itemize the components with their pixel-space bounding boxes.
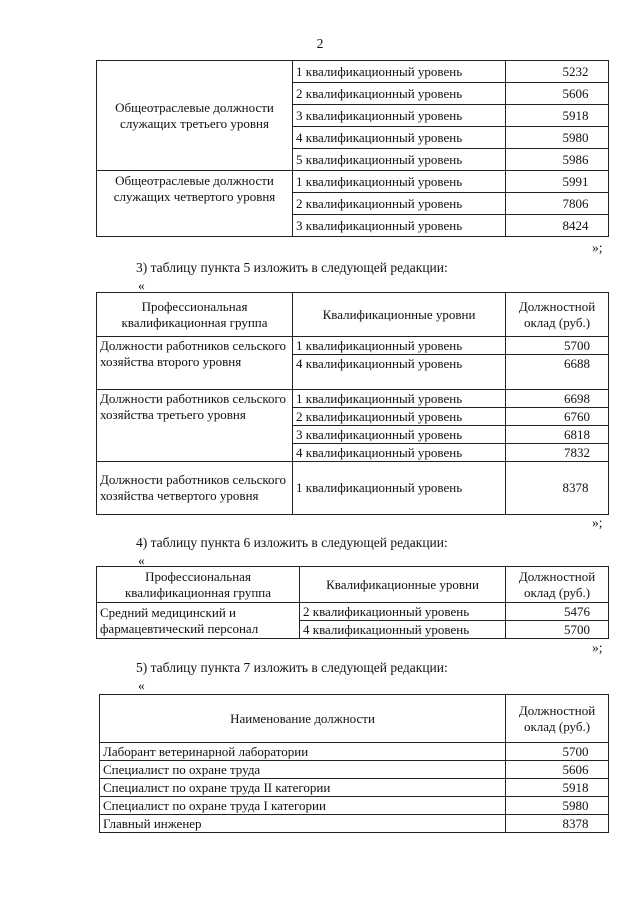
salary-cell: 5980: [506, 127, 609, 149]
open-quote: «: [138, 278, 145, 293]
table-row: [97, 603, 609, 639]
salary-cell: 5606: [506, 761, 609, 779]
salary-cell: 7832: [564, 445, 590, 460]
salary-cell: 5991: [506, 171, 609, 193]
header-cell: Профессиональная квалификационная группа: [97, 567, 300, 603]
table-header-row: [97, 567, 609, 603]
salary-cell: 6698: [506, 390, 608, 408]
header-cell: Наименование должности: [100, 695, 506, 743]
level-cell: 4 квалификационный уровень: [296, 445, 463, 460]
salary-cell: 6818: [506, 426, 608, 444]
level-cell: 1 квалификационный уровень: [293, 337, 505, 355]
level-cell: 4 квалификационный уровень: [293, 127, 506, 149]
table-row: [100, 743, 609, 761]
header-cell: Профессиональная квалификационная группа: [97, 293, 293, 337]
open-quote: «: [138, 553, 145, 568]
level-cell: 1 квалификационный уровень: [293, 462, 506, 515]
group-name: Общеотраслевые должности служащих четвертого уровня: [97, 171, 293, 237]
table-row: [100, 779, 609, 797]
level-cell: 1 квалификационный уровень: [293, 61, 506, 83]
salary-cell: 6688: [564, 356, 590, 371]
salary-cell: 8378: [506, 462, 609, 515]
level-cell: 2 квалификационный уровень: [300, 603, 505, 621]
position-name: Лаборант ветеринарной лаборатории: [100, 743, 506, 761]
table-general-positions: [96, 60, 609, 237]
table-row: [97, 337, 609, 390]
level-cell: 3 квалификационный уровень: [293, 215, 506, 237]
group-name: Должности работников сельского хозяйства четвертого уровня: [97, 462, 293, 515]
salary-cell: 5606: [506, 83, 609, 105]
level-cell: 4 квалификационный уровень: [296, 356, 463, 371]
salary-cell: 5700: [506, 337, 608, 355]
salary-cell: 5918: [506, 105, 609, 127]
salary-cell: 5918: [506, 779, 609, 797]
salary-cell: 7806: [506, 193, 609, 215]
close-quote: »;: [592, 240, 603, 255]
section-5-text: 5) таблицу пункта 7 изложить в следующей редакции:: [136, 660, 448, 675]
group-name: Должности работников сельского хозяйства второго уровня: [97, 337, 293, 390]
table-row: [100, 761, 609, 779]
level-cell: 1 квалификационный уровень: [293, 390, 505, 408]
level-cell: 2 квалификационный уровень: [293, 408, 505, 426]
close-quote: »;: [592, 640, 603, 655]
salary-cell: 8378: [506, 815, 609, 833]
salary-cell: 5986: [506, 149, 609, 171]
table-row: [97, 171, 609, 193]
salary-cell: 5476: [506, 603, 608, 621]
header-cell: Квалификационные уровни: [293, 293, 506, 337]
header-cell: Должностной оклад (руб.): [506, 293, 609, 337]
salary-cell: 5232: [506, 61, 609, 83]
header-cell: Должностной оклад (руб.): [506, 567, 609, 603]
open-quote: «: [138, 678, 145, 693]
level-cell: 3 квалификационный уровень: [293, 426, 505, 444]
salary-cell: 8424: [506, 215, 609, 237]
group-name: Должности работников сельского хозяйства третьего уровня: [97, 390, 293, 462]
table-agriculture: [96, 292, 609, 515]
table-medical: [96, 566, 609, 639]
table-header-row: [97, 293, 609, 337]
header-cell: Должностной оклад (руб.): [506, 695, 609, 743]
table-row: [100, 797, 609, 815]
level-cell: 1 квалификационный уровень: [293, 171, 506, 193]
position-name: Специалист по охране труда I категории: [100, 797, 506, 815]
level-cell: 2 квалификационный уровень: [293, 83, 506, 105]
table-header-row: [100, 695, 609, 743]
salary-cell: 5980: [506, 797, 609, 815]
salary-cell: 5700: [506, 743, 609, 761]
level-cell: 2 квалификационный уровень: [293, 193, 506, 215]
table-row: [100, 815, 609, 833]
table-row: [97, 462, 609, 515]
position-name: Главный инженер: [100, 815, 506, 833]
table-positions: [99, 694, 609, 833]
section-3-text: 3) таблицу пункта 5 изложить в следующей редакции:: [136, 260, 448, 275]
position-name: Специалист по охране труда: [100, 761, 506, 779]
salary-cell: 6760: [506, 408, 608, 426]
level-cell: 5 квалификационный уровень: [293, 149, 506, 171]
level-cell: 3 квалификационный уровень: [293, 105, 506, 127]
close-quote: »;: [592, 515, 603, 530]
table-row: [97, 390, 609, 462]
salary-cell: 5700: [564, 622, 590, 637]
table-row: [97, 61, 609, 83]
group-name: Средний медицинский и фармацевтический персонал: [97, 603, 300, 639]
header-cell: Квалификационные уровни: [300, 567, 506, 603]
group-name: Общеотраслевые должности служащих третьего уровня: [97, 61, 293, 171]
section-4-text: 4) таблицу пункта 6 изложить в следующей редакции:: [136, 535, 448, 550]
page-number: 2: [316, 36, 324, 51]
position-name: Специалист по охране труда II категории: [100, 779, 506, 797]
level-cell: 4 квалификационный уровень: [303, 622, 470, 637]
